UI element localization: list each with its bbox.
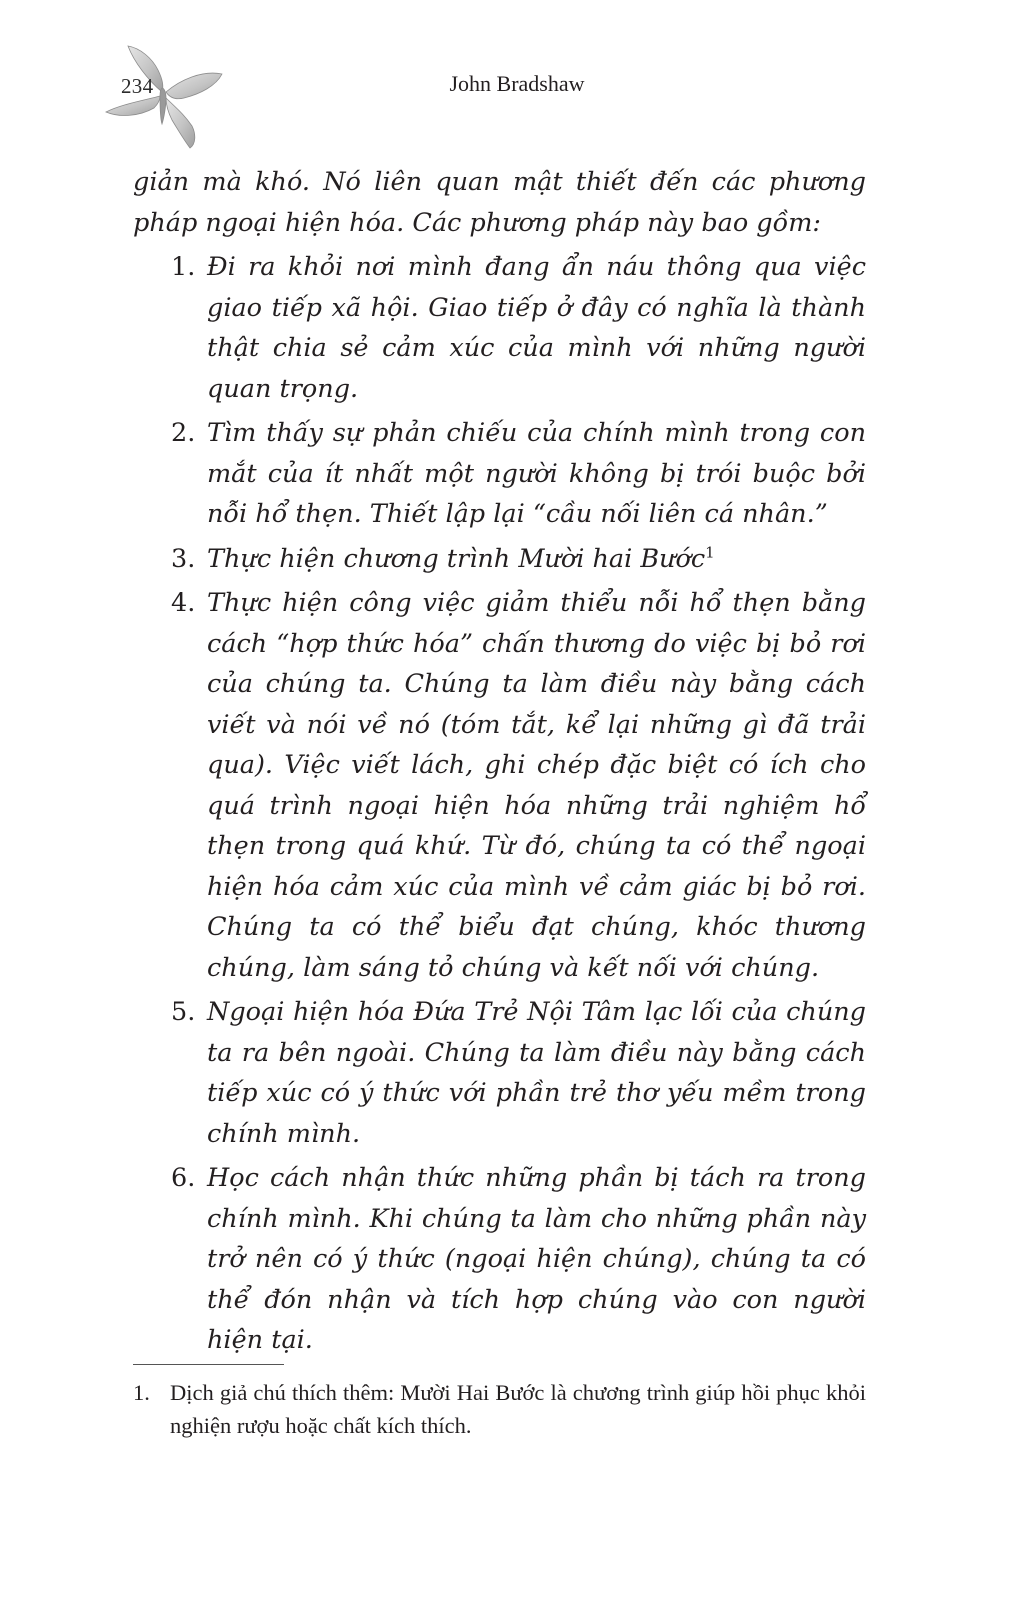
list-item-number: 1. (171, 252, 196, 282)
list-item (133, 1158, 866, 1361)
list-item-number: 6. (171, 1163, 196, 1193)
footnote-divider (133, 1364, 284, 1365)
list-item-text: Thực hiện chương trình Mười hai Bước (207, 543, 706, 574)
list-item-text: Tìm thấy sự phản chiếu của chính mình trong con mắt của ít nhất một người không bị trói buộc bởi nỗi hổ thẹn. Thiết lập lại “cầu nối liên cá nhân.” (207, 418, 866, 529)
list-item-text: Ngoại hiện hóa Đứa Trẻ Nội Tâm lạc lối của chúng ta ra bên ngoài. Chúng ta làm điều này bằng cách tiếp xúc có ý thức với phần trẻ thơ yếu mềm trong chính mình. (207, 997, 866, 1149)
list-item-text: Học cách nhận thức những phần bị tách ra trong chính mình. Khi chúng ta làm cho những phần này trở nên có ý thức (ngoại hiện chúng), chúng ta có thể đón nhận và tích hợp chúng vào con người hiện tại. (207, 1163, 866, 1355)
list-item (133, 583, 866, 988)
list-item-number: 3. (171, 543, 196, 574)
list-item (133, 992, 866, 1154)
footnote (133, 1376, 866, 1442)
list-item-number: 4. (171, 588, 196, 618)
list-item (133, 413, 866, 535)
list-item-number: 5. (171, 997, 196, 1027)
footnote-text: Dịch giả chú thích thêm: Mười Hai Bước là chương trình giúp hồi phục khỏi nghiện rượu hoặc chất kích thích. (170, 1380, 866, 1438)
list-item (133, 247, 866, 409)
intro-paragraph: giản mà khó. Nó liên quan mật thiết đến các phương pháp ngoại hiện hóa. Các phương pháp này bao gồm: (133, 167, 866, 238)
list-item (133, 539, 866, 580)
list-item-text: Thực hiện công việc giảm thiểu nỗi hổ thẹn bằng cách “hợp thức hóa” chấn thương do việc bị bỏ rơi của chúng ta. Chúng ta làm điều này bằng cách viết và nói về nó (tóm tắt, kể lại những gì đã trải qua). Việc viết lách, ghi chép đặc biệt có ích cho quá trình ngoại hiện hóa những trải nghiệm hổ thẹn trong quá khứ. Từ đó, chúng ta có thể ngoại hiện hóa cảm xúc của mình về cảm giác bị bỏ rơi. Chúng ta có thể biểu đạt chúng, khóc thương chúng, làm sáng tỏ chúng và kết nối với chúng. (207, 588, 866, 983)
list-item-number: 2. (171, 418, 196, 448)
footnote-reference[interactable]: 1 (705, 543, 715, 561)
body-text (133, 162, 866, 1365)
list-item-text: Đi ra khỏi nơi mình đang ẩn náu thông qua việc giao tiếp xã hội. Giao tiếp ở đây có nghĩa là thành thật chia sẻ cảm xúc của mình với những người quan trọng. (207, 252, 866, 404)
footnote-marker: 1. (133, 1380, 150, 1405)
page-number: 234 (121, 74, 154, 98)
running-head-author: John Bradshaw (449, 71, 585, 96)
numbered-list (133, 247, 866, 1361)
